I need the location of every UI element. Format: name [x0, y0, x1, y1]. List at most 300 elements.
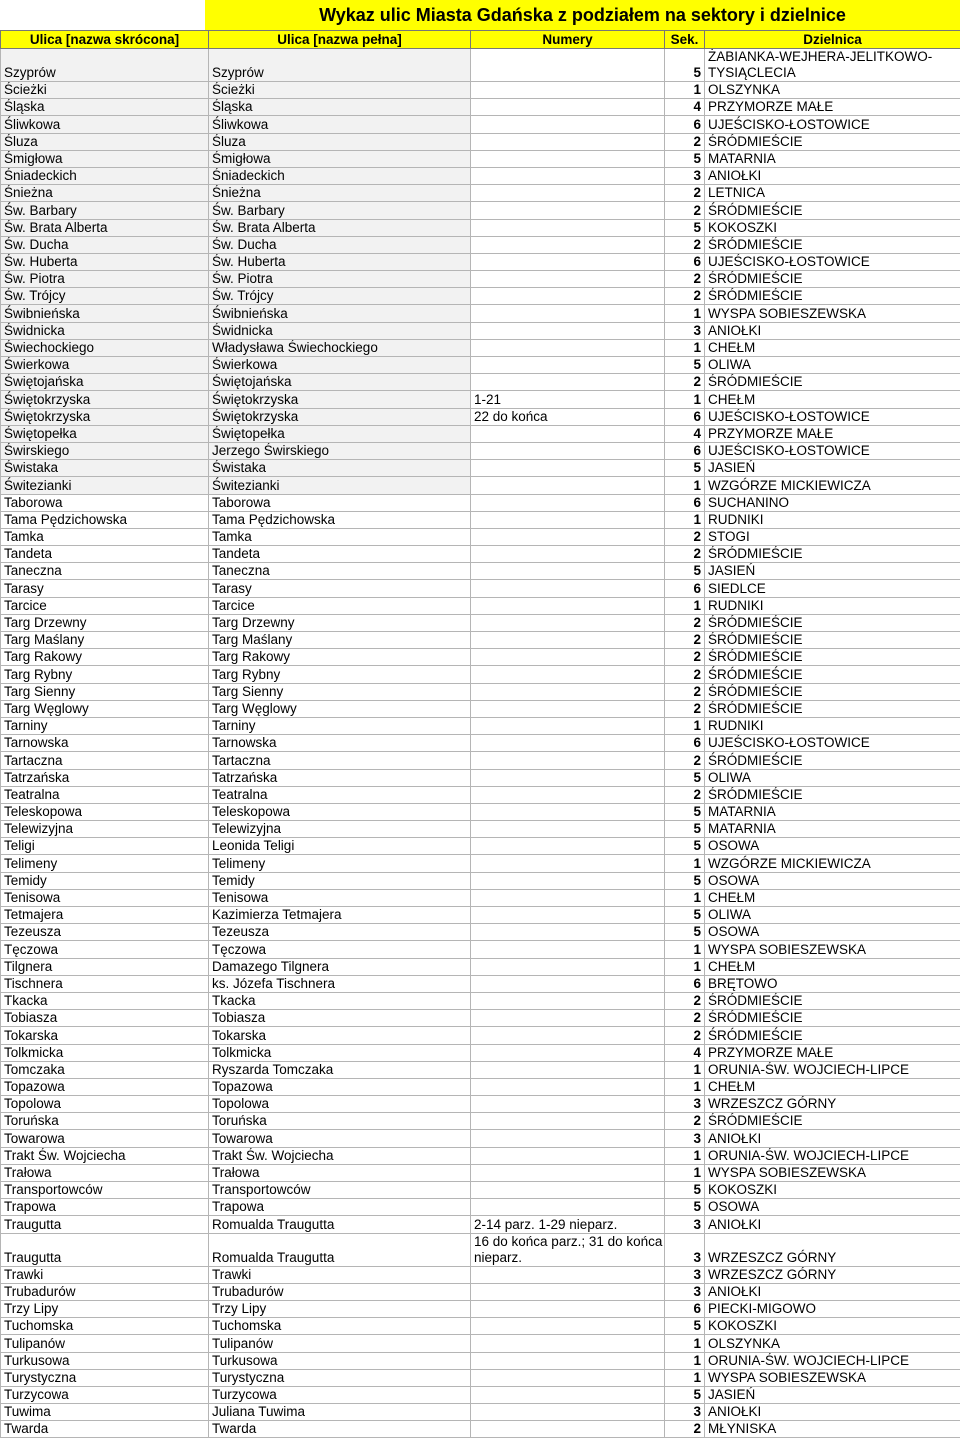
street-full-name: Tarnowska: [209, 735, 471, 752]
table-row: [1, 821, 960, 838]
district-name: CHEŁM: [705, 1078, 960, 1095]
street-numbers: [471, 1335, 665, 1352]
street-short-name: Trakt Św. Wojciecha: [1, 1147, 209, 1164]
street-full-name: Trakt Św. Wojciecha: [209, 1147, 471, 1164]
sector-number: 1: [665, 1061, 705, 1078]
street-numbers: [471, 511, 665, 528]
street-numbers: [471, 666, 665, 683]
street-short-name: Tama Pędzichowska: [1, 511, 209, 528]
table-row: [1, 649, 960, 666]
sector-number: 1: [665, 597, 705, 614]
street-short-name: Traugutta: [1, 1216, 209, 1233]
district-name: MŁYNISKA: [705, 1421, 960, 1438]
district-name: JASIEŃ: [705, 1386, 960, 1403]
table-row: [1, 975, 960, 992]
street-numbers: [471, 975, 665, 992]
street-full-name: Świstaka: [209, 460, 471, 477]
table-row: [1, 1164, 960, 1181]
table-row: [1, 632, 960, 649]
sector-number: 6: [665, 442, 705, 459]
sector-number: 2: [665, 374, 705, 391]
table-row: [1, 872, 960, 889]
district-name: LETNICA: [705, 185, 960, 202]
street-full-name: Teatralna: [209, 786, 471, 803]
sector-number: 5: [665, 838, 705, 855]
district-name: ŚRÓDMIEŚCIE: [705, 700, 960, 717]
table-row: [1, 700, 960, 717]
street-full-name: Świętojańska: [209, 374, 471, 391]
street-short-name: Św. Ducha: [1, 236, 209, 253]
district-name: ŻABIANKA-WEJHERA-JELITKOWO-TYSIĄCLECIA: [705, 49, 960, 82]
street-full-name: Tokarska: [209, 1027, 471, 1044]
street-full-name: Św. Huberta: [209, 253, 471, 270]
street-short-name: Śliwkowa: [1, 116, 209, 133]
sector-number: 5: [665, 821, 705, 838]
street-short-name: Taborowa: [1, 494, 209, 511]
district-name: SUCHANINO: [705, 494, 960, 511]
district-name: KOKOSZKI: [705, 1182, 960, 1199]
district-name: OSOWA: [705, 924, 960, 941]
table-row: [1, 374, 960, 391]
street-numbers: [471, 717, 665, 734]
sector-number: 3: [665, 1216, 705, 1233]
sector-number: 2: [665, 271, 705, 288]
street-full-name: Św. Brata Alberta: [209, 219, 471, 236]
street-short-name: Tarcice: [1, 597, 209, 614]
street-short-name: Świtezianki: [1, 477, 209, 494]
street-full-name: Trapowa: [209, 1199, 471, 1216]
street-numbers: [471, 1113, 665, 1130]
street-numbers: [471, 1096, 665, 1113]
street-full-name: Trawki: [209, 1266, 471, 1283]
header-row: [1, 31, 960, 49]
street-full-name: Toruńska: [209, 1113, 471, 1130]
table-row: [1, 786, 960, 803]
district-name: WYSPA SOBIESZEWSKA: [705, 305, 960, 322]
table-row: [1, 49, 960, 82]
district-name: OLSZYNKA: [705, 82, 960, 99]
district-name: MATARNIA: [705, 803, 960, 820]
street-full-name: Świerkowa: [209, 357, 471, 374]
table-row: [1, 253, 960, 270]
street-numbers: [471, 1027, 665, 1044]
street-short-name: Tilgnera: [1, 958, 209, 975]
street-numbers: [471, 649, 665, 666]
sector-number: 5: [665, 563, 705, 580]
table-row: [1, 1096, 960, 1113]
street-full-name: Damazego Tilgnera: [209, 958, 471, 975]
district-name: WRZESZCZ GÓRNY: [705, 1266, 960, 1283]
street-full-name: Romualda Traugutta: [209, 1216, 471, 1233]
street-short-name: Świstaka: [1, 460, 209, 477]
street-short-name: Św. Piotra: [1, 271, 209, 288]
district-name: ŚRÓDMIEŚCIE: [705, 1113, 960, 1130]
sector-number: 1: [665, 1147, 705, 1164]
table-row: [1, 803, 960, 820]
street-full-name: Taneczna: [209, 563, 471, 580]
street-full-name: Świętokrzyska: [209, 408, 471, 425]
district-name: ŚRÓDMIEŚCIE: [705, 374, 960, 391]
street-numbers: [471, 821, 665, 838]
table-row: [1, 1113, 960, 1130]
sector-number: 2: [665, 528, 705, 545]
table-row: [1, 150, 960, 167]
street-short-name: Telimeny: [1, 855, 209, 872]
street-full-name: Telimeny: [209, 855, 471, 872]
district-name: ANIOŁKI: [705, 1130, 960, 1147]
sector-number: 5: [665, 1318, 705, 1335]
district-name: UJEŚCISKO-ŁOSTOWICE: [705, 442, 960, 459]
street-numbers: [471, 202, 665, 219]
table-row: [1, 1182, 960, 1199]
street-numbers: [471, 1300, 665, 1317]
street-full-name: Twarda: [209, 1421, 471, 1438]
street-numbers: [471, 1404, 665, 1421]
street-short-name: Tartaczna: [1, 752, 209, 769]
table-row: [1, 855, 960, 872]
table-row: [1, 82, 960, 99]
table-row: [1, 666, 960, 683]
street-full-name: Śnieżna: [209, 185, 471, 202]
district-name: CHEŁM: [705, 958, 960, 975]
street-numbers: 22 do końca: [471, 408, 665, 425]
district-name: ŚRÓDMIEŚCIE: [705, 752, 960, 769]
sector-number: 1: [665, 82, 705, 99]
district-name: CHEŁM: [705, 339, 960, 356]
table-row: [1, 752, 960, 769]
street-full-name: Tenisowa: [209, 889, 471, 906]
sector-number: 1: [665, 1335, 705, 1352]
street-full-name: Tandeta: [209, 546, 471, 563]
street-numbers: [471, 786, 665, 803]
street-numbers: [471, 494, 665, 511]
street-numbers: [471, 339, 665, 356]
street-full-name: Jerzego Świrskiego: [209, 442, 471, 459]
street-full-name: Tarasy: [209, 580, 471, 597]
street-short-name: Tulipanów: [1, 1335, 209, 1352]
street-full-name: Śląska: [209, 99, 471, 116]
street-numbers: [471, 803, 665, 820]
sector-number: 2: [665, 752, 705, 769]
street-full-name: Turkusowa: [209, 1352, 471, 1369]
table-row: [1, 1061, 960, 1078]
district-name: ŚRÓDMIEŚCIE: [705, 1027, 960, 1044]
sector-number: 2: [665, 786, 705, 803]
street-short-name: Temidy: [1, 872, 209, 889]
sector-number: 2: [665, 666, 705, 683]
table-row: [1, 683, 960, 700]
street-full-name: Leonida Teligi: [209, 838, 471, 855]
district-name: PRZYMORZE MAŁE: [705, 1044, 960, 1061]
table-row: [1, 1283, 960, 1300]
district-name: OLIWA: [705, 357, 960, 374]
district-name: JASIEŃ: [705, 563, 960, 580]
district-name: WYSPA SOBIESZEWSKA: [705, 1164, 960, 1181]
street-numbers: [471, 838, 665, 855]
table-row: [1, 442, 960, 459]
district-name: ORUNIA-ŚW. WOJCIECH-LIPCE: [705, 1147, 960, 1164]
street-short-name: Tolkmicka: [1, 1044, 209, 1061]
street-full-name: Romualda Traugutta: [209, 1233, 471, 1266]
sector-number: 5: [665, 1386, 705, 1403]
sector-number: 3: [665, 1283, 705, 1300]
district-name: RUDNIKI: [705, 717, 960, 734]
street-short-name: Śniadeckich: [1, 167, 209, 184]
street-short-name: Transportowców: [1, 1182, 209, 1199]
header-sector: Sek.: [665, 31, 705, 49]
street-numbers: [471, 460, 665, 477]
table-row: [1, 838, 960, 855]
street-short-name: Tamka: [1, 528, 209, 545]
street-full-name: Juliana Tuwima: [209, 1404, 471, 1421]
district-name: UJEŚCISKO-ŁOSTOWICE: [705, 116, 960, 133]
street-numbers: [471, 1164, 665, 1181]
district-name: ŚRÓDMIEŚCIE: [705, 546, 960, 563]
sector-number: 6: [665, 494, 705, 511]
street-short-name: Tobiasza: [1, 1010, 209, 1027]
district-name: SIEDLCE: [705, 580, 960, 597]
sector-number: 5: [665, 1182, 705, 1199]
street-full-name: Teleskopowa: [209, 803, 471, 820]
header-full-name: Ulica [nazwa pełna]: [209, 31, 471, 49]
table-row: [1, 288, 960, 305]
sector-number: 1: [665, 339, 705, 356]
sector-number: 3: [665, 1266, 705, 1283]
street-numbers: [471, 1386, 665, 1403]
table-row: [1, 1421, 960, 1438]
table-row: [1, 1078, 960, 1095]
street-short-name: Teatralna: [1, 786, 209, 803]
table-row: [1, 236, 960, 253]
street-full-name: Tarcice: [209, 597, 471, 614]
street-short-name: Tarasy: [1, 580, 209, 597]
street-numbers: [471, 116, 665, 133]
district-name: RUDNIKI: [705, 511, 960, 528]
district-name: ORUNIA-ŚW. WOJCIECH-LIPCE: [705, 1352, 960, 1369]
district-name: PIECKI-MIGOWO: [705, 1300, 960, 1317]
street-full-name: Tarniny: [209, 717, 471, 734]
table-row: [1, 511, 960, 528]
sector-number: 2: [665, 546, 705, 563]
district-name: WRZESZCZ GÓRNY: [705, 1233, 960, 1266]
street-numbers: [471, 924, 665, 941]
district-name: ŚRÓDMIEŚCIE: [705, 236, 960, 253]
street-numbers: [471, 580, 665, 597]
street-short-name: Taneczna: [1, 563, 209, 580]
street-numbers: [471, 597, 665, 614]
street-short-name: Tenisowa: [1, 889, 209, 906]
street-full-name: Ryszarda Tomczaka: [209, 1061, 471, 1078]
street-full-name: Szyprów: [209, 49, 471, 82]
street-short-name: Tatrzańska: [1, 769, 209, 786]
sector-number: 1: [665, 889, 705, 906]
street-short-name: Szyprów: [1, 49, 209, 82]
table-row: [1, 597, 960, 614]
table-row: [1, 941, 960, 958]
sector-number: 5: [665, 460, 705, 477]
district-name: MATARNIA: [705, 821, 960, 838]
street-short-name: Śmigłowa: [1, 150, 209, 167]
table-row: [1, 1147, 960, 1164]
street-short-name: Turzycowa: [1, 1386, 209, 1403]
sector-number: 2: [665, 1010, 705, 1027]
street-full-name: Trzy Lipy: [209, 1300, 471, 1317]
street-short-name: Teleskopowa: [1, 803, 209, 820]
table-row: [1, 494, 960, 511]
sector-number: 2: [665, 614, 705, 631]
street-numbers: [471, 305, 665, 322]
street-short-name: Tuchomska: [1, 1318, 209, 1335]
street-numbers: [471, 1421, 665, 1438]
street-short-name: Św. Huberta: [1, 253, 209, 270]
street-numbers: [471, 477, 665, 494]
district-name: OSOWA: [705, 838, 960, 855]
street-full-name: Tartaczna: [209, 752, 471, 769]
street-numbers: [471, 357, 665, 374]
street-numbers: [471, 1318, 665, 1335]
sector-number: 3: [665, 322, 705, 339]
district-name: CHEŁM: [705, 391, 960, 408]
street-short-name: Świętokrzyska: [1, 408, 209, 425]
street-short-name: Targ Rakowy: [1, 649, 209, 666]
street-full-name: Towarowa: [209, 1130, 471, 1147]
street-short-name: Świętopełka: [1, 425, 209, 442]
street-full-name: Śmigłowa: [209, 150, 471, 167]
sector-number: 2: [665, 992, 705, 1009]
street-short-name: Śnieżna: [1, 185, 209, 202]
table-row: [1, 546, 960, 563]
table-row: [1, 907, 960, 924]
sector-number: 2: [665, 1113, 705, 1130]
table-row: [1, 924, 960, 941]
sector-number: 2: [665, 133, 705, 150]
street-numbers: [471, 855, 665, 872]
street-short-name: Tetmajera: [1, 907, 209, 924]
street-short-name: Świrskiego: [1, 442, 209, 459]
street-numbers: [471, 185, 665, 202]
sector-number: 4: [665, 99, 705, 116]
street-full-name: Tolkmicka: [209, 1044, 471, 1061]
table-row: [1, 271, 960, 288]
district-name: WZGÓRZE MICKIEWICZA: [705, 855, 960, 872]
district-name: WRZESZCZ GÓRNY: [705, 1096, 960, 1113]
district-name: ANIOŁKI: [705, 167, 960, 184]
table-row: [1, 167, 960, 184]
street-short-name: Turkusowa: [1, 1352, 209, 1369]
street-short-name: Świętojańska: [1, 374, 209, 391]
street-short-name: Targ Drzewny: [1, 614, 209, 631]
street-numbers: [471, 958, 665, 975]
sector-number: 1: [665, 941, 705, 958]
street-full-name: Targ Rakowy: [209, 649, 471, 666]
street-numbers: [471, 167, 665, 184]
street-short-name: Trawki: [1, 1266, 209, 1283]
street-full-name: Trałowa: [209, 1164, 471, 1181]
sector-number: 2: [665, 683, 705, 700]
sector-number: 1: [665, 1078, 705, 1095]
table-row: [1, 717, 960, 734]
street-full-name: Św. Trójcy: [209, 288, 471, 305]
table-row: [1, 133, 960, 150]
street-numbers: [471, 683, 665, 700]
street-full-name: Śluza: [209, 133, 471, 150]
street-full-name: Taborowa: [209, 494, 471, 511]
sector-number: 6: [665, 735, 705, 752]
street-full-name: Śniadeckich: [209, 167, 471, 184]
street-full-name: Kazimierza Tetmajera: [209, 907, 471, 924]
street-numbers: [471, 872, 665, 889]
street-full-name: Tęczowa: [209, 941, 471, 958]
district-name: OSOWA: [705, 872, 960, 889]
street-numbers: 1-21: [471, 391, 665, 408]
district-name: UJEŚCISKO-ŁOSTOWICE: [705, 408, 960, 425]
sector-number: 3: [665, 1233, 705, 1266]
sector-number: 5: [665, 150, 705, 167]
street-full-name: Tulipanów: [209, 1335, 471, 1352]
sector-number: 3: [665, 1404, 705, 1421]
table-row: [1, 202, 960, 219]
district-name: ŚRÓDMIEŚCIE: [705, 271, 960, 288]
table-row: [1, 99, 960, 116]
table-row: [1, 580, 960, 597]
street-numbers: [471, 700, 665, 717]
district-name: ŚRÓDMIEŚCIE: [705, 683, 960, 700]
street-numbers: [471, 1061, 665, 1078]
sector-number: 1: [665, 1164, 705, 1181]
sector-number: 5: [665, 907, 705, 924]
street-numbers: 2-14 parz. 1-29 nieparz.: [471, 1216, 665, 1233]
street-full-name: Tatrzańska: [209, 769, 471, 786]
district-name: ŚRÓDMIEŚCIE: [705, 202, 960, 219]
district-name: STOGI: [705, 528, 960, 545]
sector-number: 1: [665, 717, 705, 734]
header-short-name: Ulica [nazwa skrócona]: [1, 31, 209, 49]
street-numbers: [471, 99, 665, 116]
table-row: [1, 528, 960, 545]
street-short-name: Topolowa: [1, 1096, 209, 1113]
street-numbers: [471, 1182, 665, 1199]
street-numbers: [471, 563, 665, 580]
street-full-name: Świdnicka: [209, 322, 471, 339]
table-row: [1, 339, 960, 356]
street-short-name: Św. Trójcy: [1, 288, 209, 305]
street-numbers: [471, 374, 665, 391]
street-numbers: [471, 769, 665, 786]
table-row: [1, 1010, 960, 1027]
street-numbers: [471, 528, 665, 545]
street-short-name: Targ Węglowy: [1, 700, 209, 717]
district-name: ŚRÓDMIEŚCIE: [705, 992, 960, 1009]
sector-number: 1: [665, 855, 705, 872]
district-name: BRĘTOWO: [705, 975, 960, 992]
table-row: [1, 185, 960, 202]
street-short-name: Targ Sienny: [1, 683, 209, 700]
street-short-name: Tandeta: [1, 546, 209, 563]
district-name: ŚRÓDMIEŚCIE: [705, 632, 960, 649]
table-row: [1, 1199, 960, 1216]
street-short-name: Świbnieńska: [1, 305, 209, 322]
street-short-name: Turystyczna: [1, 1369, 209, 1386]
sector-number: 2: [665, 236, 705, 253]
street-numbers: [471, 49, 665, 82]
table-row: [1, 1369, 960, 1386]
street-numbers: [471, 941, 665, 958]
table-row: [1, 1233, 960, 1266]
district-name: OLSZYNKA: [705, 1335, 960, 1352]
street-numbers: [471, 1130, 665, 1147]
table-row: [1, 1027, 960, 1044]
table-row: [1, 1300, 960, 1317]
